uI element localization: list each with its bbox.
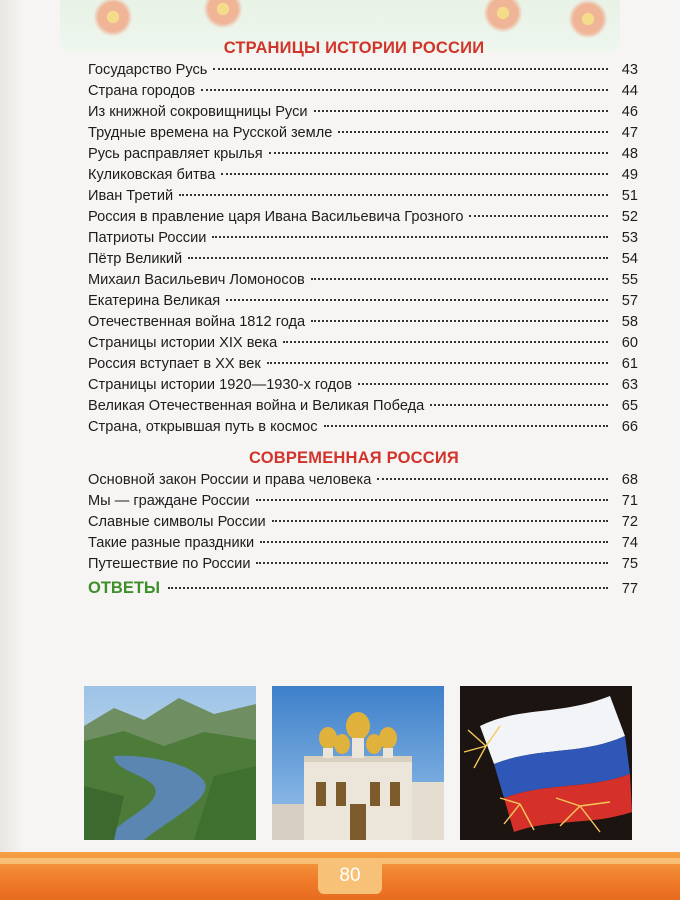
toc-entry-title: Екатерина Великая <box>88 293 221 309</box>
toc-entry-page: 44 <box>621 83 638 99</box>
toc-entry-title: Мы — граждане России <box>88 493 250 509</box>
toc-entry-title: Куликовская битва <box>88 167 216 183</box>
toc-entry-page: 51 <box>621 188 638 204</box>
toc-entry-page: 53 <box>621 230 638 246</box>
toc-entry[interactable] <box>88 102 638 123</box>
toc-entry-page: 57 <box>621 293 638 309</box>
toc-entry-page: 75 <box>621 556 638 572</box>
leader-dots <box>212 236 608 238</box>
toc-entry-page: 58 <box>621 314 638 330</box>
leader-dots <box>179 194 608 196</box>
leader-dots <box>311 278 608 280</box>
toc-entry-title: Отечественная война 1812 года <box>88 314 306 330</box>
toc-entry-page: 72 <box>621 514 638 530</box>
toc-entry-page: 60 <box>621 335 638 351</box>
toc-entry-title: Страна городов <box>88 83 196 99</box>
toc-entry[interactable] <box>88 186 638 207</box>
river-landscape-image <box>84 686 256 840</box>
section-title-modern: СОВРЕМЕННАЯ РОССИЯ <box>249 449 459 467</box>
leader-dots <box>256 499 608 501</box>
toc-entry[interactable] <box>88 533 638 554</box>
toc-entry-page: 66 <box>621 419 638 435</box>
leader-dots <box>269 152 608 154</box>
toc-entry-page: 49 <box>621 167 638 183</box>
flower-decoration <box>90 0 136 40</box>
russian-flag-fireworks-image <box>460 686 632 840</box>
flower-decoration <box>480 0 526 36</box>
answers-page: 77 <box>621 581 638 597</box>
leader-dots <box>168 587 608 589</box>
toc-entry[interactable] <box>88 249 638 270</box>
flower-decoration <box>200 0 246 32</box>
leader-dots <box>256 562 608 564</box>
toc-entry-title: Русь расправляет крылья <box>88 146 263 162</box>
toc-entry-title: Славные символы России <box>88 514 266 530</box>
toc-entry-page: 43 <box>621 62 638 78</box>
toc-entry[interactable] <box>88 123 638 144</box>
leader-dots <box>201 89 608 91</box>
toc-entry-title: Государство Русь <box>88 62 208 78</box>
leader-dots <box>221 173 608 175</box>
toc-entry-page: 47 <box>621 125 638 141</box>
toc-entry-title: Великая Отечественная война и Великая Победа <box>88 398 425 414</box>
toc-entry[interactable] <box>88 333 638 354</box>
leader-dots <box>338 131 608 133</box>
toc-entry[interactable] <box>88 270 638 291</box>
toc-entry[interactable] <box>88 81 638 102</box>
toc-entry-title: Россия вступает в XX век <box>88 356 261 372</box>
toc-entry-title: Из книжной сокровищницы Руси <box>88 104 308 120</box>
leader-dots <box>260 541 608 543</box>
toc-entry-page: 61 <box>621 356 638 372</box>
toc-entry[interactable] <box>88 165 638 186</box>
toc-entry[interactable] <box>88 207 638 228</box>
toc-list-history <box>70 60 638 438</box>
toc-entry-page: 46 <box>621 104 638 120</box>
toc-entry[interactable] <box>88 312 638 333</box>
toc-entry-page: 68 <box>621 472 638 488</box>
cathedral-image <box>272 686 444 840</box>
toc-entry-title: Михаил Васильевич Ломоносов <box>88 272 305 288</box>
toc-entry-page: 55 <box>621 272 638 288</box>
toc-entry-page: 48 <box>621 146 638 162</box>
toc-entry[interactable] <box>88 417 638 438</box>
leader-dots <box>314 110 608 112</box>
toc-entry[interactable] <box>88 291 638 312</box>
toc-entry[interactable] <box>88 228 638 249</box>
toc-entry-answers[interactable] <box>70 579 638 605</box>
toc-entry[interactable] <box>88 491 638 512</box>
toc-entry-page: 52 <box>621 209 638 225</box>
toc-entry[interactable] <box>88 470 638 491</box>
toc-entry-title: Патриоты России <box>88 230 207 246</box>
toc-entry[interactable] <box>88 354 638 375</box>
leader-dots <box>272 520 608 522</box>
leader-dots <box>213 68 608 70</box>
toc-list-modern <box>70 470 638 575</box>
leader-dots <box>226 299 608 301</box>
leader-dots <box>188 257 608 259</box>
leader-dots <box>311 320 608 322</box>
toc-entry-page: 71 <box>621 493 638 509</box>
toc-entry[interactable] <box>88 375 638 396</box>
leader-dots <box>430 404 608 406</box>
toc-entry[interactable] <box>88 396 638 417</box>
photo-strip <box>84 686 632 840</box>
leader-dots <box>267 362 608 364</box>
toc-entry-page: 54 <box>621 251 638 267</box>
toc-entry-title: Трудные времена на Русской земле <box>88 125 333 141</box>
toc-entry-title: Основной закон России и права человека <box>88 472 372 488</box>
toc-entry-title: Путешествие по России <box>88 556 251 572</box>
toc-entry[interactable] <box>88 512 638 533</box>
toc-entry-page: 65 <box>621 398 638 414</box>
toc-entry-title: Страна, открывшая путь в космос <box>88 419 318 435</box>
toc-entry-title: Иван Третий <box>88 188 174 204</box>
toc-entry-title: Россия в правление царя Ивана Васильевича Грозного <box>88 209 464 225</box>
toc-entry[interactable] <box>88 144 638 165</box>
toc-entry-page: 74 <box>621 535 638 551</box>
leader-dots <box>377 478 608 480</box>
toc-entry-title: Страницы истории 1920—1930-х годов <box>88 377 353 393</box>
leader-dots <box>283 341 608 343</box>
section-title-history: СТРАНИЦЫ ИСТОРИИ РОССИИ <box>223 39 485 57</box>
toc-entry-page: 63 <box>621 377 638 393</box>
leader-dots <box>469 215 608 217</box>
toc-entry[interactable] <box>88 554 638 575</box>
toc-entry-title: Такие разные праздники <box>88 535 255 551</box>
leader-dots <box>358 383 608 385</box>
page-edge <box>0 0 22 900</box>
leader-dots <box>324 425 608 427</box>
toc-entry-title: Пётр Великий <box>88 251 183 267</box>
toc-entry-title: Страницы истории XIX века <box>88 335 278 351</box>
toc-entry[interactable] <box>88 60 638 81</box>
answers-title: ОТВЕТЫ <box>88 579 161 597</box>
page-number: 80 <box>318 858 382 894</box>
